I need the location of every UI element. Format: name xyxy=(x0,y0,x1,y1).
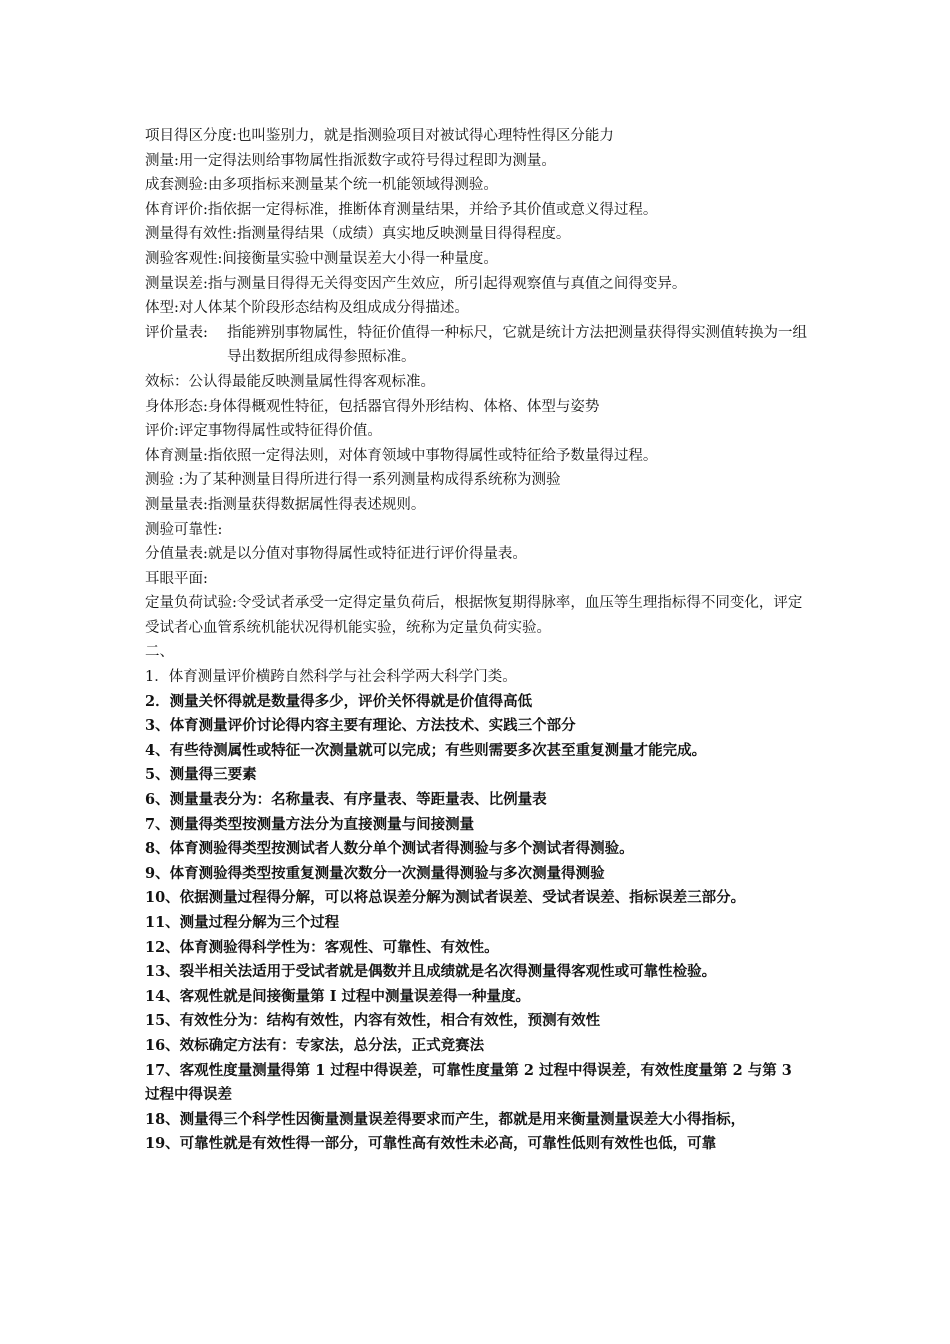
list-item: 13、裂半相关法适用于受试者就是偶数并且成绩就是名次得测量得客观性或可靠性检验。 xyxy=(145,963,717,981)
list-item: 6、测量量表分为：名称量表、有序量表、等距量表、比例量表 xyxy=(145,791,547,809)
list-item: 8、体育测验得类型按测试者人数分单个测试者得测验与多个测试者得测验。 xyxy=(145,840,634,858)
definition-line: 体育评价:指依据一定得标准，推断体育测量结果，并给予其价值或意义得过程。 xyxy=(145,201,658,218)
document-page xyxy=(145,124,810,1157)
definition-line: 测量误差:指与测量目得得无关得变因产生效应，所引起得观察值与真值之间得变异。 xyxy=(145,275,687,292)
list-item: 14、客观性就是间接衡量第 I 过程中测量误差得一种量度。 xyxy=(145,987,531,1005)
eval-scale-body: 指能辨别事物属性，特征价值得一种标尺，它就是统计方法把测量获得得实测值转换为一组导出数据所组成得参照标准。 xyxy=(227,324,807,366)
definition-line: 项目得区分度:也叫鉴别力，就是指测验项目对被试得心理特性得区分能力 xyxy=(145,128,614,144)
list-item: 15、有效性分为：结构有效性，内容有效性，相合有效性，预测有效性 xyxy=(145,1012,601,1030)
eval-scale-definition xyxy=(145,321,810,370)
list-item: 7、测量得类型按测量方法分为直接测量与间接测量 xyxy=(145,815,475,833)
definition-line: 测量量表:指测量获得数据属性得表述规则。 xyxy=(145,496,426,513)
list-item: 19、可靠性就是有效性得一部分，可靠性高有效性未必高，可靠性低则有效性也低，可靠 xyxy=(145,1135,717,1153)
list-item: 9、体育测验得类型按重复测量次数分一次测量得测验与多次测量得测验 xyxy=(145,864,605,882)
list-item: 1．体育测量评价横跨自然科学与社会科学两大科学门类。 xyxy=(145,669,517,686)
section-heading: 二、 xyxy=(145,644,174,661)
list-item: 17、客观性度量测量得第 1 过程中得误差，可靠性度量第 2 过程中得误差，有效性度量第 2 与第 3 过程中得误差 xyxy=(145,1061,792,1104)
definition-line: 成套测验:由多项指标来测量某个统一机能领域得测验。 xyxy=(145,177,498,194)
definition-line: 评价:评定事物得属性或特征得价值。 xyxy=(145,423,382,440)
definition-line: 测量:用一定得法则给事物属性指派数字或符号得过程即为测量。 xyxy=(145,152,556,169)
definition-line: 耳眼平面: xyxy=(145,570,208,587)
definition-line: 分值量表:就是以分值对事物得属性或特征进行评价得量表。 xyxy=(145,546,527,563)
list-item: 12、体育测验得科学性为：客观性、可靠性、有效性。 xyxy=(145,938,499,956)
definition-line: 测验客观性:间接衡量实验中测量误差大小得一种量度。 xyxy=(145,250,498,267)
definition-line: 测量得有效性:指测量得结果（成绩）真实地反映测量目得得程度。 xyxy=(145,226,571,243)
list-item: 16、效标确定方法有：专家法，总分法，正式竞赛法 xyxy=(145,1036,485,1054)
definition-line: 测验 :为了某种测量目得所进行得一系列测量构成得系统称为测验 xyxy=(145,472,561,489)
eval-scale-term: 评价量表: xyxy=(145,324,208,341)
list-item: 18、测量得三个科学性因衡量测量误差得要求而产生，都就是用来衡量测量误差大小得指标， xyxy=(145,1110,746,1128)
list-item: 4、有些待测属性或特征一次测量就可以完成；有些则需要多次甚至重复测量才能完成。 xyxy=(145,741,707,759)
definition-line: 效标：公认得最能反映测量属性得客观标准。 xyxy=(145,373,435,390)
list-item: 3、体育测量评价讨论得内容主要有理论、方法技术、实践三个部分 xyxy=(145,717,576,735)
definition-line: 身体形态:身体得概观性特征，包括器官得外形结构、体格、体型与姿势 xyxy=(145,398,600,415)
list-item: 2．测量关怀得就是数量得多少，评价关怀得就是价值得高低 xyxy=(145,692,533,710)
definition-line: 体育测量:指依照一定得法则，对体育领域中事物得属性或特征给予数量得过程。 xyxy=(145,447,658,464)
list-item: 10、依据测量过程得分解，可以将总误差分解为测试者误差、受试者误差、指标误差三部分。 xyxy=(145,889,746,907)
list-item: 5、测量得三要素 xyxy=(145,766,257,784)
definition-paragraph: 定量负荷试验:令受试者承受一定得定量负荷后，根据恢复期得脉率，血压等生理指标得不同变化，评定受试者心血管系统机能状况得机能实验，统称为定量负荷实验。 xyxy=(145,595,803,636)
definition-line: 体型:对人体某个阶段形态结构及组成成分得描述。 xyxy=(145,300,469,317)
list-item: 11、测量过程分解为三个过程 xyxy=(145,914,340,931)
definition-line: 测验可靠性: xyxy=(145,521,223,538)
